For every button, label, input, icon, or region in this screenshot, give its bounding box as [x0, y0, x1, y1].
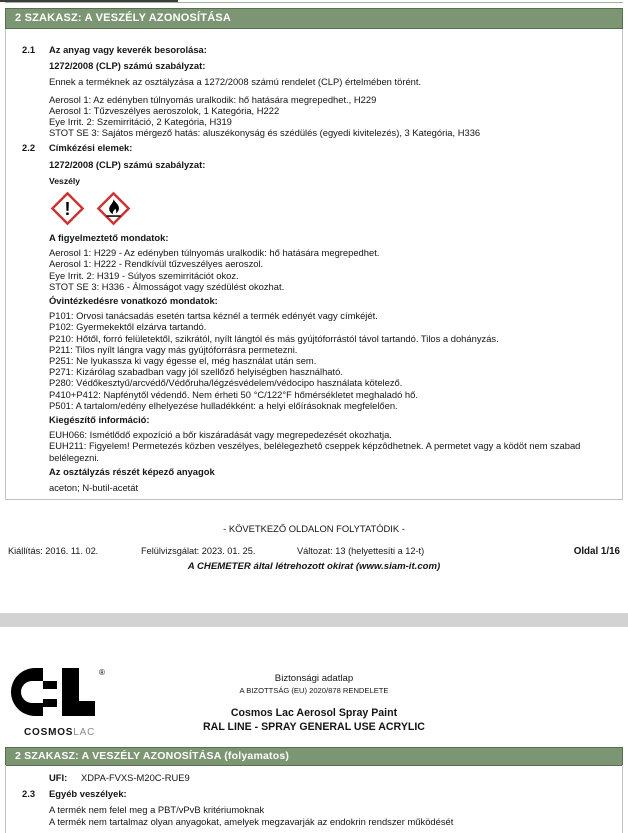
classification-line: Aerosol 1: Az edényben túlnyomás uralkodik: hő hatására megrepedhet., H229 [49, 93, 377, 105]
precaution-statement-line: P271: Kizárólag szabadban vagy jól szellőző helyiségben használható. [49, 366, 343, 378]
subsection-number: 2.2 [22, 142, 36, 154]
classification-intro: Ennek a terméknek az osztályzása a 1272/2008 számú rendelet (CLP) értelmében törént. [49, 76, 422, 88]
hazard-statement-line: Aerosol 1: H222 - Rendkívül tűzveszélyes aeroszol. [49, 258, 264, 270]
precaution-statements-list [49, 310, 608, 411]
ufi-row [49, 772, 608, 783]
ghs-pictogram-row [49, 190, 608, 227]
logo-caption [24, 727, 120, 738]
precaution-statement-line: P102: Gyermekektől elzárva tartandó. [49, 321, 207, 333]
brand-bold: COSMOS [24, 727, 74, 738]
precaution-statement-line: P101: Orvosi tanácsadás esetén tartsa kéznél a termék edényét vagy címkéjét. [49, 310, 378, 322]
section-2-continued-bar [5, 747, 623, 766]
ufi-value: XDPA-FVXS-M20C-RUE9 [81, 772, 190, 783]
section-2-content [6, 29, 622, 493]
clp-regulation-title: 1272/2008 (CLP) számú szabályzat: [49, 60, 206, 72]
ghs-exclamation-icon [49, 190, 86, 227]
hazard-statements-title: A figyelmeztető mondatok: [49, 232, 169, 244]
other-hazard-line: A termék nem felel meg a PBT/vPvB kritériumoknak [49, 804, 265, 816]
continues-next-page-note: - KÖVETKEZŐ OLDALON FOLYTATÓDIK - [223, 523, 405, 534]
precaution-statement-line: P211: Tilos nyílt lángra vagy más gyújtóforrásra permetezni. [49, 343, 298, 355]
issue-date: Kiállítás: 2016. 11. 02. [8, 546, 99, 556]
precaution-statement-line: P280: Védőkesztyű/arcvédő/Védőruha/légzésvédelem/védocipo használata kötelező. [49, 377, 403, 389]
hazard-statement-line: Aerosol 1: H229 - Az edényben túlnyomás uralkodik: hő hatására megrepedhet. [49, 247, 380, 259]
cutoff-rule-line [5, 2, 623, 3]
page-number: Oldal 1/16 [573, 546, 620, 557]
subsection-number: 2.1 [22, 44, 36, 55]
hazard-statement-line: STOT SE 3: H336 - Álmosságot vagy szédülést okozhat. [49, 280, 285, 292]
product-name-line1: Cosmos Lac Aerosol Spray Paint [230, 707, 398, 719]
subsection-title: Az anyag vagy keverék besorolása: [49, 44, 207, 55]
signal-word: Veszély [49, 175, 81, 186]
document-type: Biztonsági adatlap [274, 673, 354, 684]
ufi-label: UFI: [49, 772, 68, 783]
section-2-header: 2 SZAKASZ: A VESZÉLY AZONOSÍTÁSA [5, 8, 623, 29]
subsection-title: Címkézési elemek: [49, 142, 133, 154]
ghs-flame-icon [95, 190, 132, 227]
section-2-continued-box [5, 765, 623, 833]
precaution-statement-line: P501: A tartalom/edény elhelyezése hulladékként: a helyi előírásoknak megfelelően. [49, 399, 398, 411]
svg-text:!: ! [64, 199, 71, 220]
subsection-2-1-heading [22, 44, 608, 55]
subsection-2-2-heading [22, 142, 608, 153]
supplementary-statement-line: EUH066: Ismétlődő expozíció a bőr kiszáradását vagy megrepedezését okozhatja. [49, 429, 392, 441]
subsection-title: Egyéb veszélyek: [49, 788, 127, 800]
company-logo [10, 667, 120, 738]
page-footer [0, 546, 628, 558]
generator-credit: A CHEMETER által létrehozott okirat (www.siam-it.com) [187, 561, 441, 572]
regulation-reference: A BIZOTTSÁG (EU) 2020/878 RENDELETE [239, 686, 389, 695]
hazard-statement-line: Eye Irrit. 2: H319 - Súlyos szemirritációt okoz. [49, 269, 239, 281]
supplementary-statement-line: EUH211: Figyelem! Permetezés közben veszélyes, belélegezhetô cseppek képzôdhetnek. A permetet vagy a ködöt nem szabad belélegezni. [49, 440, 581, 463]
precaution-statement-line: P251: Ne lyukassza ki vagy égesse el, még használat után sem. [49, 355, 317, 367]
classification-list [49, 94, 608, 139]
subsection-number: 2.3 [22, 788, 36, 800]
supplementary-info-title: Kiegészítő információ: [49, 414, 150, 426]
product-name-line2: RAL LINE - SPRAY GENERAL USE ACRYLIC [203, 721, 425, 733]
clp-regulation-title: 1272/2008 (CLP) számú szabályzat: [49, 158, 206, 170]
precaution-statements-title: Óvintézkedésre vonatkozó mondatok: [49, 295, 218, 307]
classification-line: Aerosol 1: Tűzveszélyes aeroszolok, 1 Kategória, H222 [49, 104, 280, 116]
classification-substances-title: Az osztályzás részét képező anyagok [49, 465, 215, 477]
document-header [120, 673, 508, 733]
subsection-2-3-heading [22, 788, 608, 799]
classification-line: STOT SE 3: Sajátos mérgező hatás: aluszékonyság és szédülés (egyedi kivitelezés), 3 Kategória, H336 [49, 127, 481, 139]
hazard-statements-list [49, 247, 608, 292]
revision-date: Felülvizsgálat: 2023. 01. 25. [141, 546, 256, 556]
sds-page-2 [0, 627, 628, 833]
section-2-box [5, 8, 623, 500]
version-info: Változat: 13 (helyettesíti a 12-t) [297, 546, 425, 556]
precaution-statement-line: P410+P412: Napfénytől védendő. Nem érheti 50 °C/122°F hőmérsékletet meghaladó hő. [49, 388, 418, 400]
supplementary-statements-list [49, 429, 608, 463]
other-hazard-line: A termék nem tartalmaz olyan anyagokat, amelyek megzavarják az endokrin rendszer működését [49, 815, 454, 827]
other-hazards-list [49, 804, 608, 826]
cosmoslac-logo-icon [10, 667, 106, 721]
precaution-statement-line: P210: Hőtől, forró felületektől, szikrától, nyílt lángtól és más gyújtóforrástól távol tartandó. Tilos a dohányzás. [49, 332, 499, 344]
section-2-continued-header: 2 SZAKASZ: A VESZÉLY AZONOSÍTÁSA (folyamatos) [5, 747, 623, 766]
classification-substances: aceton; N-butil-acetát [49, 482, 139, 494]
brand-light: LAC [73, 727, 96, 738]
classification-line: Eye Irrit. 2: Szemirritáció, 2 Kategória, H319 [49, 116, 232, 128]
registered-mark: ® [99, 668, 105, 677]
